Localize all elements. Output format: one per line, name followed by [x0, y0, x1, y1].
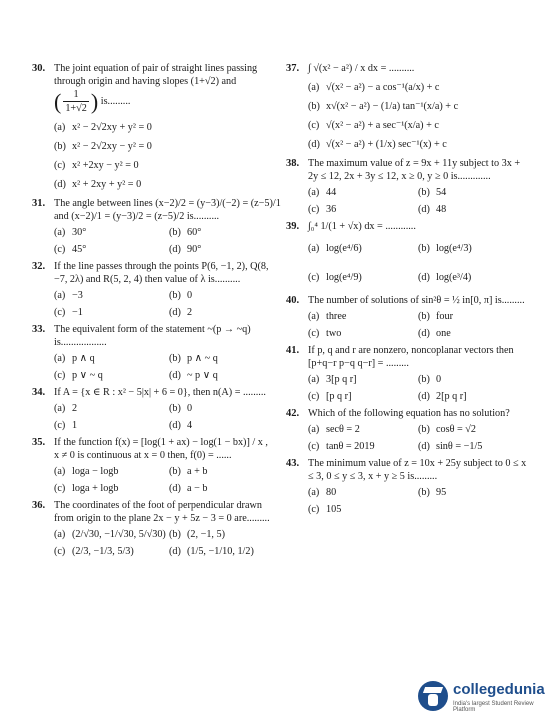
question-38	[286, 157, 528, 216]
option-b: (b) p ∧ ~ q	[169, 353, 218, 364]
option-c: (c) 45°	[54, 244, 87, 255]
option-a: (a) secθ = 2	[308, 424, 360, 435]
option-d: (d) a − b	[169, 483, 208, 494]
question-36	[32, 499, 284, 558]
question-text: If the function f(x) = [log(1 + ax) − log(1 − bx)] / x , x ≠ 0 is continuous at x = 0 then, f(0) = ......	[54, 437, 268, 461]
question-number: 40.	[286, 295, 300, 306]
question-32	[32, 260, 284, 319]
options	[32, 289, 284, 319]
option-c: (c) log(e⁴/9)	[308, 272, 362, 283]
option-c: (c) 36	[308, 204, 337, 215]
question-text: If the line passes through the points P(6, −1, 2), Q(8, −7, 2λ) and R(5, 2, 4) then value of λ is..........	[54, 261, 269, 285]
option-b: (b) log(e⁴/3)	[418, 243, 472, 254]
question-text: The number of solutions of sin²θ = ½ in[0, π] is.........	[308, 295, 525, 306]
question-number: 33.	[32, 324, 46, 335]
collegedunia-logo[interactable]	[418, 679, 548, 715]
question-number: 32.	[32, 261, 46, 272]
option-a: (a) −3	[54, 290, 83, 301]
option-c: (c) √(x² − a²) + a sec⁻¹(x/a) + c	[308, 120, 439, 131]
question-41	[286, 344, 528, 403]
option-d: (d) one	[418, 328, 451, 339]
option-b: (b) x² − 2√2xy − y² = 0	[54, 141, 152, 152]
options	[32, 465, 284, 495]
option-d: (d) 90°	[169, 244, 202, 255]
option-b: (b) cosθ = √2	[418, 424, 476, 435]
option-c: (c) x² +2xy − y² = 0	[54, 160, 139, 171]
option-a: (a) √(x² − a²) − a cos⁻¹(a/x) + c	[308, 82, 440, 93]
options	[286, 236, 528, 290]
logo-brand-name: collegedunia	[453, 681, 545, 698]
question-text: The joint equation of pair of straight lines passing through origin and having slopes (1+√2) and ( $\frac{1}{1+√2}$ ) is.........	[54, 63, 258, 114]
question-number: 42.	[286, 408, 300, 419]
question-text: The equivalent form of the statement ~(p → ~q) is..................	[54, 324, 251, 348]
option-c: (c) 105	[308, 504, 342, 515]
question-35	[32, 436, 284, 495]
question-number: 43.	[286, 458, 300, 469]
options	[286, 373, 528, 403]
option-c: (c) 1	[54, 420, 78, 431]
question-text: The angle between lines (x−2)/2 = (y−3)/(−2) = (z−5)/1 and (x−2)/1 = (y−3)/2 = (z−5)/2 is..........	[54, 198, 281, 222]
question-number: 30.	[32, 63, 46, 74]
question-text: The minimum value of z = 10x + 25y subject to 0 ≤ x ≤ 3, 0 ≤ y ≤ 3, x + y ≥ 5 is.........	[308, 458, 527, 482]
question-number: 37.	[286, 63, 300, 74]
option-b: (b) 0	[169, 290, 193, 301]
mascot-face-icon	[428, 694, 438, 706]
question-text: If p, q and r are nonzero, noncoplanar vectors then [p+q−r p−q q−r] = .........	[308, 345, 514, 369]
option-b: (b) 95	[418, 487, 447, 498]
option-d: (d) log(e³/4)	[418, 272, 472, 283]
option-a: (a) 30°	[54, 227, 87, 238]
option-c: (c) [p q r]	[308, 391, 352, 402]
question-43	[286, 457, 528, 516]
question-34	[32, 386, 284, 432]
option-a: (a) loga − logb	[54, 466, 119, 477]
question-text: ∫ √(x² − a²) / x dx = ..........	[308, 63, 415, 74]
option-b: (b) (2, −1, 5)	[169, 529, 225, 540]
question-37	[286, 62, 528, 151]
option-d: (d) 2[p q r]	[418, 391, 467, 402]
question-33	[32, 323, 284, 382]
graduation-cap-icon	[423, 687, 443, 693]
option-d: (d) ~ p ∨ q	[169, 370, 218, 381]
option-a: (a) 2	[54, 403, 78, 414]
option-b: (b) 60°	[169, 227, 202, 238]
question-text: The maximum value of z = 9x + 11y subject to 3x + 2y ≤ 12, 2x + 3y ≤ 12, x ≥ 0, y ≥ 0 is.............	[308, 158, 521, 182]
options	[32, 226, 284, 256]
option-a: (a) 44	[308, 187, 337, 198]
option-c: (c) −1	[54, 307, 83, 318]
option-c: (c) (2/3, −1/3, 5/3)	[54, 546, 134, 557]
option-b: (b) x√(x² − a²) − (1/a) tan⁻¹(x/a) + c	[308, 101, 459, 112]
question-30	[32, 62, 284, 191]
option-a: (a) log(e⁴/6)	[308, 243, 362, 254]
question-number: 39.	[286, 221, 300, 232]
option-c: (c) loga + logb	[54, 483, 119, 494]
question-42	[286, 407, 528, 453]
options	[286, 423, 528, 453]
left-column	[32, 62, 284, 562]
option-c: (c) tanθ = 2019	[308, 441, 375, 452]
question-number: 41.	[286, 345, 300, 356]
option-d: (d) 48	[418, 204, 447, 215]
question-text: The coordinates of the foot of perpendicular drawn from origin to the plane 2x − y + 5z − 3 = 0 are.........	[54, 500, 270, 524]
options	[286, 310, 528, 340]
option-d: (d) x² + 2xy + y² = 0	[54, 179, 142, 190]
question-text: ∫₀⁴ 1/(1 + √x) dx = ............	[308, 221, 416, 232]
logo-tagline: India's largest Student Review Platform	[453, 701, 534, 713]
option-b: (b) 0	[418, 374, 442, 385]
question-number: 35.	[32, 437, 46, 448]
option-c: (c) p ∨ ~ q	[54, 370, 103, 381]
option-b: (b) four	[418, 311, 453, 322]
option-b: (b) 54	[418, 187, 447, 198]
question-number: 36.	[32, 500, 46, 511]
options	[286, 186, 528, 216]
option-b: (b) 0	[169, 403, 193, 414]
options	[286, 486, 528, 516]
options	[286, 81, 528, 151]
question-31	[32, 197, 284, 256]
question-number: 38.	[286, 158, 300, 169]
option-d: (d) √(x² − a²) + (1/x) sec⁻¹(x) + c	[308, 139, 447, 150]
option-c: (c) two	[308, 328, 342, 339]
option-b: (b) a + b	[169, 466, 208, 477]
option-a: (a) 3[p q r]	[308, 374, 357, 385]
question-39	[286, 220, 528, 290]
option-d: (d) sinθ = −1/5	[418, 441, 483, 452]
option-a: (a) x² − 2√2xy + y² = 0	[54, 122, 152, 133]
right-column	[286, 62, 528, 520]
question-40	[286, 294, 528, 340]
options	[32, 352, 284, 382]
question-text: Which of the following equation has no solution?	[308, 408, 510, 419]
option-d: (d) 2	[169, 307, 193, 318]
options	[32, 528, 284, 558]
question-number: 31.	[32, 198, 46, 209]
option-a: (a) (2/√30, −1/√30, 5/√30)	[54, 529, 166, 540]
options	[32, 402, 284, 432]
question-text: If A = {x ∈ R : x² − 5|x| + 6 = 0}, then n(A) = .........	[54, 387, 266, 398]
option-d: (d) 4	[169, 420, 193, 431]
option-a: (a) three	[308, 311, 347, 322]
options	[32, 121, 284, 191]
option-a: (a) 80	[308, 487, 337, 498]
question-number: 34.	[32, 387, 46, 398]
option-d: (d) (1/5, −1/10, 1/2)	[169, 546, 254, 557]
option-a: (a) p ∧ q	[54, 353, 95, 364]
